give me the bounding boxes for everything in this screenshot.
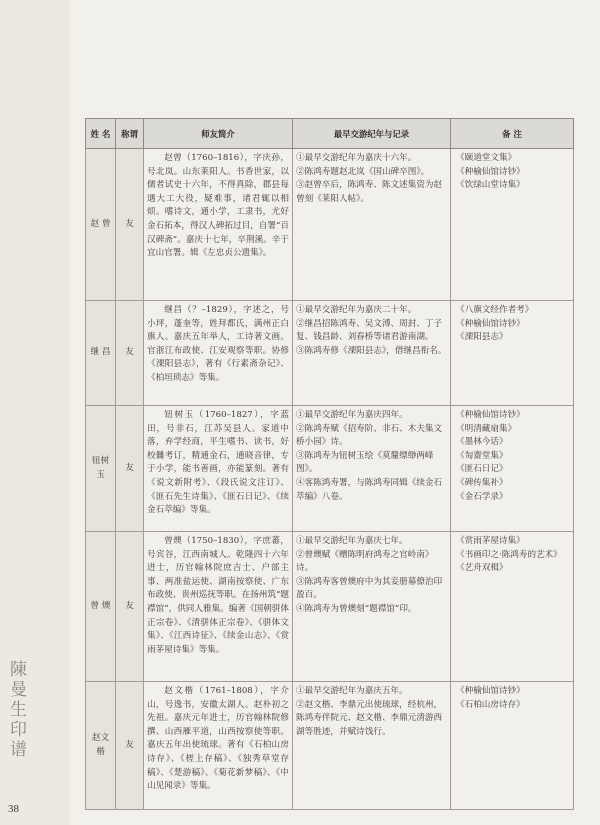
note-item: 《颐道堂文集》 (456, 153, 517, 163)
record-item: ③赵曾卒后，陈鸿寿、陈文述集资为赵曾刻《莱阳人帖》。 (296, 180, 443, 204)
note-item: 《饮绿山堂诗集》 (456, 180, 525, 191)
table-row (86, 301, 574, 406)
note-item: 《石柏山房诗存》 (456, 699, 525, 710)
relation: 友 (116, 406, 144, 532)
bio: 曾燠（1750–1830），字庶蕃，号宾谷，江西南城人。乾隆四十六年进士，历官翰林院庶吉士、户部主事、两准盐运使、湖南按察使、广东布政使、贵州巡抚等职。在扬州筑“题襟馆”，供同人雅集。编著《国朝骈体正宗卷》、《清骈体正宗卷》、《骈体文集》、《江西诗征》、《续金山志》、《赏雨茅屋诗集》等集。 (144, 532, 293, 682)
note-item: 《赏雨茅屋诗集》 (456, 536, 525, 546)
record-item: ②赵文楷、李鼎元出使琉球，经杭州，陈鸿寿伴院元、赵文楷、李鼎元清游西湖等胜迹，并赋诗饯行。 (296, 699, 443, 737)
note-item: 《种榆仙馆诗钞》 (456, 166, 525, 177)
note-item: 《溧阳县志》 (456, 332, 508, 343)
note-item: 《种榆仙馆诗钞》 (456, 686, 525, 696)
table-row (86, 682, 574, 810)
col-header-relation: 称谓 (116, 119, 144, 149)
record-item: ①最早交游纪年为嘉庆十六年。 (296, 153, 417, 163)
person-name: 赵 曾 (86, 149, 116, 301)
record-item: ④客陈鸿寿署，与陈鸿寿同辑《续金石萃编》八卷。 (296, 477, 443, 502)
note-item: 《种榆仙馆诗钞》 (456, 318, 525, 329)
note-item: 《明清藏扇集》 (456, 423, 517, 434)
bio: 钮树玉（1760–1827），字蓝田，号非石，江苏吴县人。家道中落，弃学经商，平生嗜书、读书，好校雠考订，精通金石，通晓音律，专于小学，能书善画，亦能篆刻。著有《说文新附考》、《段氏说文注订》、《匪石先生诗集》、《匪石日记》、《续金石萃编》等集。 (144, 406, 293, 532)
record-item: ③陈鸿寿客曾燠府中为其妾册幕僚治印盈百。 (296, 576, 443, 601)
note-cell (451, 406, 574, 532)
note-item: 《艺舟双楫》 (456, 563, 508, 574)
bio: 继昌（？–1829），字述之，号小坪，蓬奎等，姓拜都氏，满州正白旗人。嘉庆五年举人，工诗著文画。官浙江布政使、江安观察等职。协修《溧阳县志》，著有《行素斋杂记》、《柏垣琐志》等集。 (144, 301, 293, 406)
table-row (86, 532, 574, 682)
table-row (86, 149, 574, 301)
note-item: 《墨林今话》 (456, 437, 508, 448)
col-header-name: 姓 名 (86, 119, 116, 149)
page-sidebar (0, 0, 70, 825)
col-header-bio: 师友简介 (144, 119, 293, 149)
person-name: 继 昌 (86, 301, 116, 406)
note-item: 《书画印之·陈鸿寿的艺术》 (456, 549, 562, 560)
seal-char: 印 (10, 720, 27, 740)
relation: 友 (116, 532, 144, 682)
bio: 赵文楷（1761–1808），字介山，号逸书，安徽太湖人。赵朴初之先祖。嘉庆元年进士，历官翰林院修撰、山西雁平道，山西按察使等职。嘉庆五年出使琉球。著有《石柏山房诗存》、《槎上存稿》、《独秀草堂存稿》、《楚游稿》、《菊花新梦稿》、《中山见闻录》等集。 (144, 682, 293, 810)
seal-char: 曼 (10, 680, 27, 700)
person-name: 钮树玉 (86, 406, 116, 532)
record-item: ②陈鸿寿赋《招寿阶、非石、木夫集文桥小园》诗。 (296, 423, 443, 448)
seal-char: 谱 (10, 740, 27, 760)
record-cell (293, 301, 451, 406)
seal-logo (10, 660, 32, 760)
note-item: 《匋齋堂集》 (456, 450, 508, 461)
record-cell (293, 682, 451, 810)
record-item: ②陈鸿寿题赵北岚《国山碑卒图》。 (296, 166, 430, 177)
table-row (86, 406, 574, 532)
note-cell (451, 682, 574, 810)
record-cell (293, 532, 451, 682)
note-cell (451, 301, 574, 406)
note-item: 《种榆仙馆诗钞》 (456, 410, 525, 420)
note-cell (451, 532, 574, 682)
col-header-record: 最早交游纪年与记录 (293, 119, 451, 149)
col-header-note: 备 注 (451, 119, 574, 149)
relation: 友 (116, 682, 144, 810)
record-item: ①最早交游纪年为嘉庆七年。 (296, 536, 408, 546)
note-cell (451, 149, 574, 301)
record-item: ④陈鸿寿为曾燠刻“题襟馆”印。 (296, 603, 417, 614)
record-item: ②继昌招陈鸿寿、吴文溥、周封、丁子复、钱昌龄、刘春桥等诸君游南湖。 (296, 318, 443, 343)
note-item: 《八旗文经作者考》 (456, 305, 534, 315)
record-item: ①最早交游纪年为嘉庆四年。 (296, 410, 408, 420)
note-item: 《匪石日记》 (456, 464, 508, 475)
page-number: 38 (8, 803, 19, 815)
record-item: ②曾燠赋《赠陈明府鸿寿之官岭南》诗。 (296, 549, 434, 574)
record-item: ①最早交游纪年为嘉庆二十年。 (296, 305, 417, 315)
record-item: ③陈鸿寿为钮树玉绘《莫釐缥缈两峰图》。 (296, 450, 434, 475)
relation: 友 (116, 149, 144, 301)
record-item: ①最早交游纪年为嘉庆五年。 (296, 686, 408, 696)
relation: 友 (116, 301, 144, 406)
seal-char: 陳 (10, 660, 27, 680)
person-name: 赵文楷 (86, 682, 116, 810)
note-item: 《金石学录》 (456, 491, 508, 502)
record-cell (293, 149, 451, 301)
note-item: 《碑传集补》 (456, 477, 508, 488)
person-name: 曾 燠 (86, 532, 116, 682)
record-item: ③陈鸿寿修《溧阳县志》，借继昌衔名。 (296, 345, 447, 356)
bio: 赵曾（1760–1816），字庆孙，号北岚。山东莱阳人。书香世家，以儒者试史十六年，不得真除，郡县每遇大工大役，疑难事，诸君辄以相烦。嗜诗文，通小学，工隶书，尤好金石拓本，得汉人碑拓过目，自署“百汉碑斋”。嘉庆十七年，卒荆溪。辛于宜山官署。辑《左忠贞公遗集》。 (144, 149, 293, 301)
table-header-row (86, 119, 574, 149)
friends-table (85, 118, 574, 810)
record-cell (293, 406, 451, 532)
seal-char: 生 (10, 700, 27, 720)
